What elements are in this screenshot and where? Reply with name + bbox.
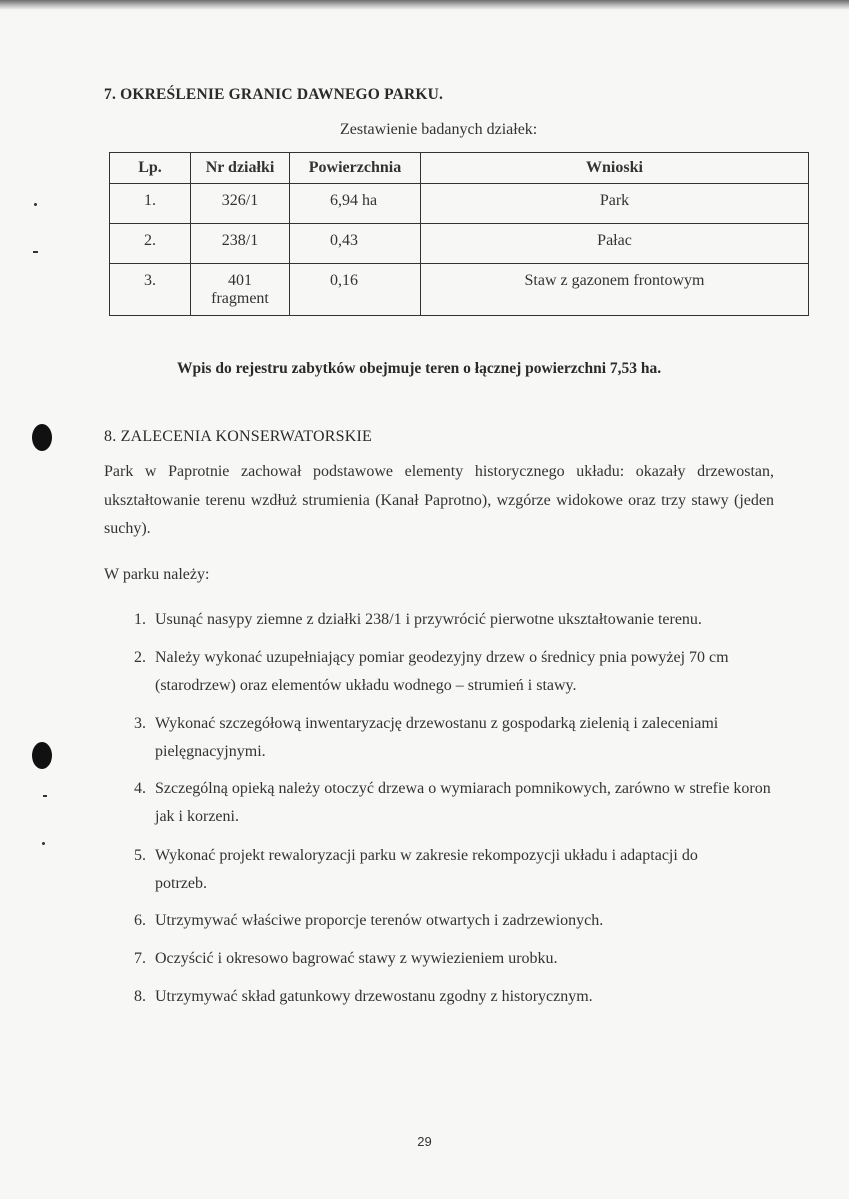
punch-hole-lower: [32, 742, 52, 769]
table-row: [110, 184, 809, 224]
list-item-number: 3.: [134, 715, 146, 732]
scan-speck: [42, 842, 45, 845]
table-row: [110, 224, 809, 264]
list-item: [130, 644, 780, 700]
cell-conclusion: Staw z gazonem frontowym: [421, 264, 809, 316]
cell-lp: 2.: [110, 224, 191, 264]
header-parcel-number: Nr działki: [191, 153, 290, 184]
list-item-text: Wykonać szczegółową inwentaryzację drzewostanu z gospodarką zielenią i zaleceniami pielęgnacyjnymi.: [155, 715, 719, 760]
list-item-number: 1.: [134, 611, 146, 628]
scan-speck: [33, 251, 38, 253]
header-area: Powierzchnia: [290, 153, 421, 184]
parcels-table: [109, 152, 809, 316]
list-item-text: Utrzymywać skład gatunkowy drzewostanu zgodny z historycznym.: [155, 988, 593, 1005]
list-item-number: 8.: [134, 988, 146, 1005]
cell-area: 0,16: [290, 264, 421, 316]
list-item: [130, 775, 780, 831]
list-item-text: Usunąć nasypy ziemne z działki 238/1 i przywrócić pierwotne ukształtowanie terenu.: [155, 611, 702, 628]
list-item: [130, 907, 780, 935]
scan-speck: [43, 795, 47, 797]
cell-area: 6,94 ha: [290, 184, 421, 224]
list-item: [130, 710, 780, 766]
header-conclusions: Wnioski: [421, 153, 809, 184]
list-item-text: Oczyścić i okresowo bagrować stawy z wywiezieniem urobku.: [155, 950, 558, 967]
list-item: [130, 842, 780, 898]
cell-conclusion: Pałac: [421, 224, 809, 264]
table-caption: Zestawienie badanych działek:: [340, 121, 538, 138]
list-item: [130, 606, 780, 634]
table-row: [110, 264, 809, 316]
cell-conclusion: Park: [421, 184, 809, 224]
cell-lp: 3.: [110, 264, 191, 316]
list-item-text: Wykonać projekt rewaloryzacji parku w zakresie rekompozycji układu i adaptacji do potrzeb.: [155, 847, 698, 892]
cell-parcel-number: 326/1: [191, 184, 290, 224]
section-8-heading: 8. ZALECENIA KONSERWATORSKIE: [104, 428, 372, 445]
list-item: [130, 945, 780, 973]
scan-top-edge: [0, 0, 849, 10]
list-item-number: 7.: [134, 950, 146, 967]
list-lead: W parku należy:: [104, 566, 210, 583]
list-item-number: 6.: [134, 912, 146, 929]
list-item-text: Należy wykonać uzupełniający pomiar geodezyjny drzew o średnicy pnia powyżej 70 cm (starodrzew) oraz elementów układu wodnego – strumień i stawy.: [155, 649, 729, 694]
cell-area: 0,43: [290, 224, 421, 264]
scan-speck: [34, 203, 37, 206]
register-note: Wpis do rejestru zabytków obejmuje teren o łącznej powierzchni 7,53 ha.: [177, 360, 662, 377]
list-item: [130, 983, 780, 1011]
header-lp: Lp.: [110, 153, 191, 184]
list-item-number: 4.: [134, 780, 146, 797]
table-header-row: [110, 153, 809, 184]
cell-parcel-number-multiline: [191, 264, 290, 316]
parcel-number: 401: [228, 272, 252, 289]
cell-lp: 1.: [110, 184, 191, 224]
parcel-number-qualifier: fragment: [211, 290, 269, 307]
cell-parcel-number: 238/1: [191, 224, 290, 264]
list-item-text: Utrzymywać właściwe proporcje terenów otwartych i zadrzewionych.: [155, 912, 604, 929]
list-item-number: 2.: [134, 649, 146, 666]
section-7-heading: 7. OKREŚLENIE GRANIC DAWNEGO PARKU.: [104, 86, 444, 103]
punch-hole-upper: [32, 424, 52, 451]
list-item-number: 5.: [134, 847, 146, 864]
list-item-text: Szczególną opieką należy otoczyć drzewa o wymiarach pomnikowych, zarówno w strefie koron jak i korzeni.: [155, 780, 771, 825]
page-number: 29: [417, 1134, 432, 1149]
intro-paragraph: Park w Paprotnie zachował podstawowe elementy historycznego układu: okazały drzewostan, ukształtowanie terenu wzdłuż strumienia (Kanał Paprotno), wzgórze widokowe oraz trzy stawy (jeden suchy).: [104, 463, 774, 537]
